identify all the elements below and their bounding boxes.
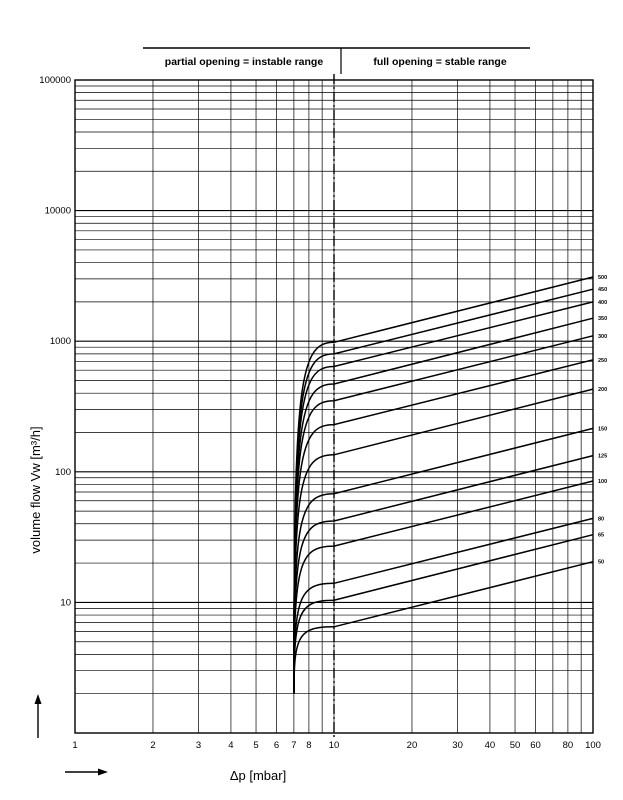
- curve-350: [294, 318, 593, 694]
- y-tick-labels: [39, 75, 71, 608]
- curve-250: [294, 360, 593, 694]
- curve-125: [294, 456, 593, 694]
- curve-400: [294, 302, 593, 694]
- y-tick-label: 100000: [39, 75, 71, 86]
- x-tick-label: 6: [273, 740, 280, 751]
- x-tick-label: 4: [228, 740, 234, 751]
- curve-200: [294, 389, 593, 694]
- curve-label-400: 400: [598, 299, 608, 306]
- x-tick-label: 40: [484, 740, 496, 751]
- curve-label-100: 100: [598, 479, 608, 486]
- curve-65: [294, 535, 593, 694]
- curve-label-300: 300: [598, 333, 608, 340]
- curve-labels: [598, 275, 607, 566]
- curve-label-125: 125: [598, 453, 608, 460]
- curve-label-200: 200: [598, 387, 608, 394]
- x-tick-label: 2: [150, 740, 156, 751]
- curve-label-350: 350: [598, 316, 608, 323]
- x-tick-label: 30: [452, 740, 463, 751]
- x-tick-label: 5: [253, 740, 259, 751]
- header-right-label: full opening = stable range: [373, 56, 507, 68]
- curve-label-450: 450: [598, 287, 608, 294]
- y-axis-label: volume flow Vw [m³/h]: [28, 426, 43, 554]
- x-tick-label: 20: [406, 740, 418, 751]
- grid: [75, 74, 593, 737]
- curve-label-500: 500: [598, 275, 608, 282]
- x-tick-label: 50: [509, 740, 521, 751]
- x-tick-label: 3: [195, 740, 202, 751]
- y-tick-label: 10: [60, 597, 71, 609]
- y-tick-label: 1000: [49, 336, 71, 348]
- curve-label-250: 250: [598, 357, 608, 364]
- x-tick-label: 8: [306, 740, 312, 751]
- x-tick-label: 7: [291, 740, 297, 751]
- y-direction-arrow-icon: [35, 694, 42, 738]
- y-tick-label: 100: [55, 466, 71, 478]
- curve-150: [294, 428, 593, 693]
- x-tick-label: 100: [585, 740, 601, 751]
- curve-label-80: 80: [598, 516, 605, 523]
- x-tick-label: 1: [72, 740, 78, 751]
- curve-100: [294, 481, 593, 694]
- curve-450: [294, 289, 593, 694]
- curve-300: [294, 336, 593, 694]
- x-tick-labels: [72, 740, 601, 751]
- curve-label-50: 50: [598, 559, 605, 566]
- header-left-label: partial opening = instable range: [164, 56, 324, 68]
- x-tick-label: 60: [530, 740, 541, 751]
- x-tick-label: 10: [328, 740, 340, 751]
- curve-label-150: 150: [598, 426, 608, 433]
- x-tick-label: 80: [562, 740, 574, 751]
- x-axis-label: Δp [mbar]: [229, 768, 287, 783]
- curve-label-65: 65: [598, 532, 605, 539]
- y-tick-label: 10000: [44, 205, 71, 217]
- x-direction-arrow-icon: [65, 769, 108, 776]
